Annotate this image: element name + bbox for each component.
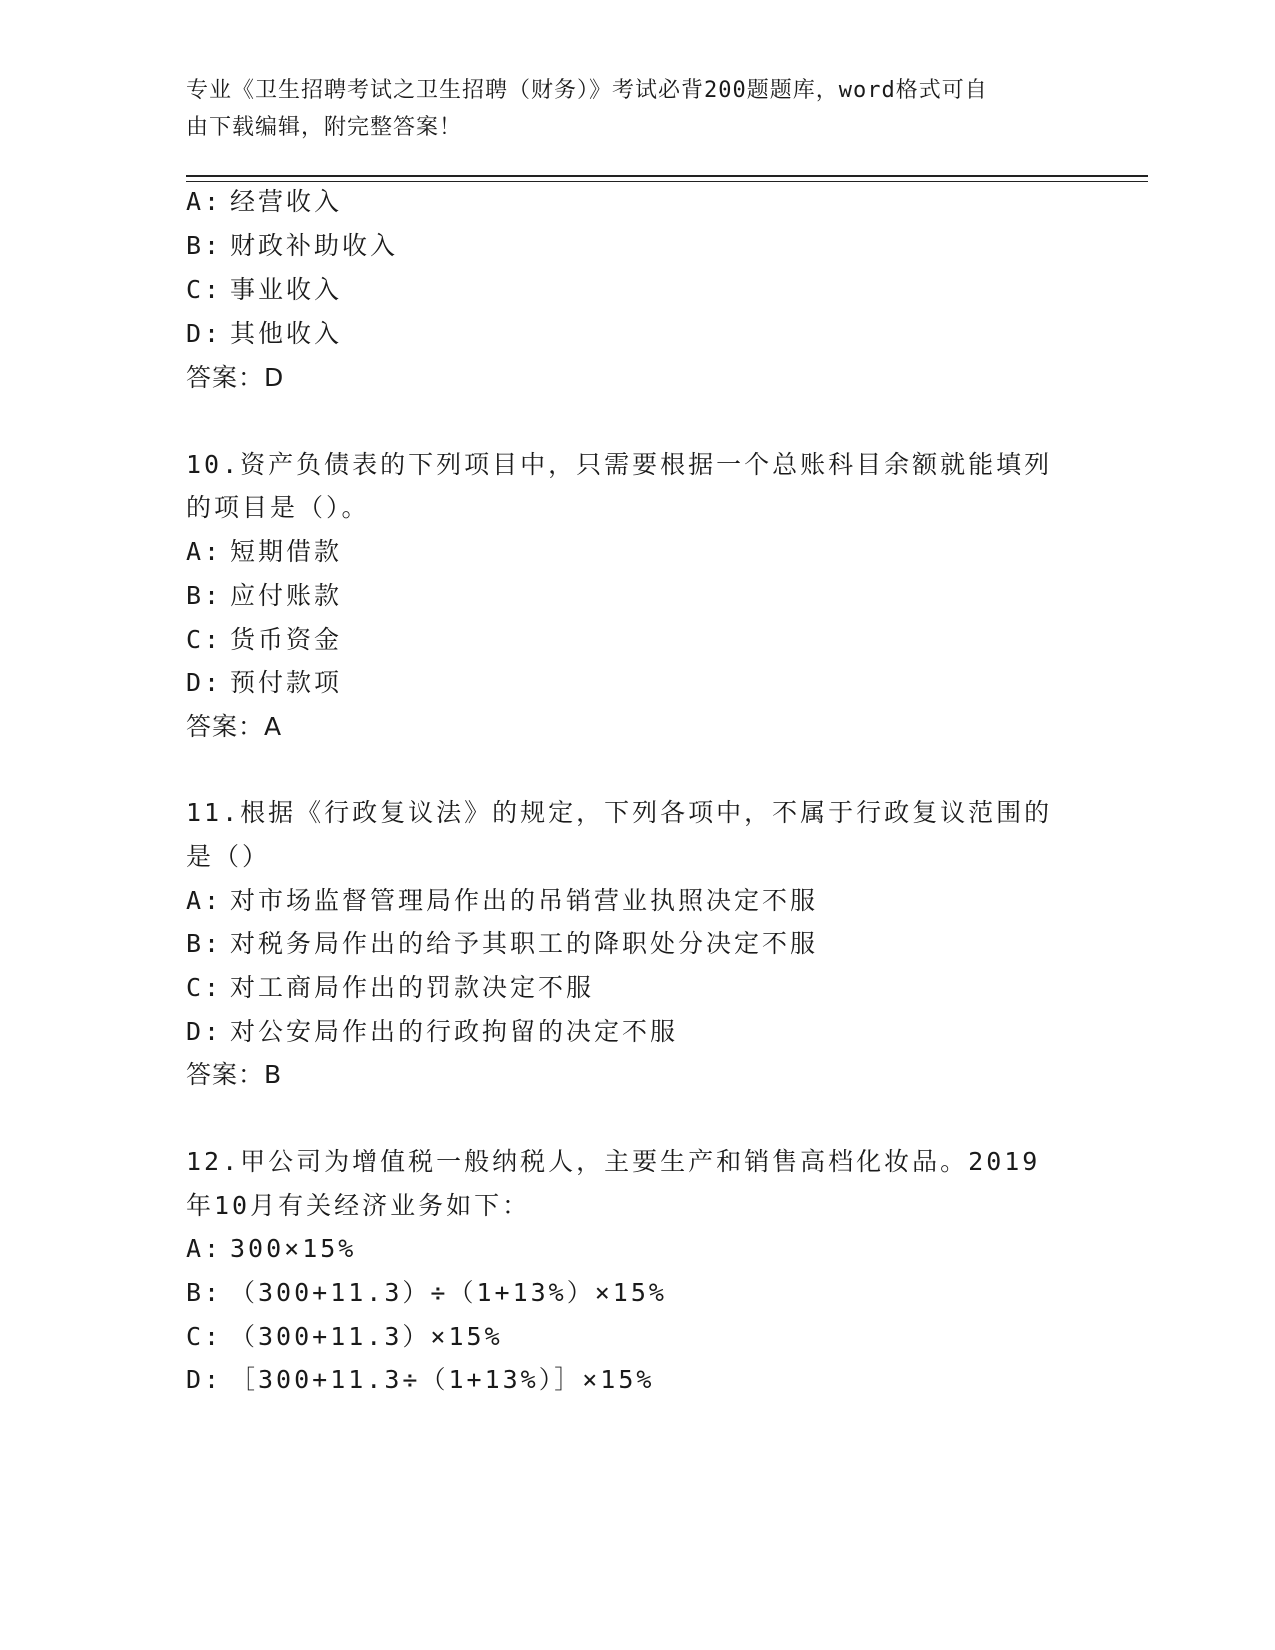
q10-stem-line-2: 的项目是（）。 (186, 493, 370, 522)
document-header (186, 72, 1066, 146)
q10-answer: 答案：A (186, 712, 283, 741)
q9-answer: 答案：D (186, 363, 285, 392)
q10-option-c: C: 货币资金 (186, 625, 343, 654)
q12-option-c: C: （300+11.3）×15% (186, 1322, 503, 1351)
q11-answer: 答案：B (186, 1060, 283, 1089)
q11-option-d: D: 对公安局作出的行政拘留的决定不服 (186, 1017, 679, 1046)
q10-option-b: B: 应付账款 (186, 581, 343, 610)
q10-stem-line-1: 10.资产负债表的下列项目中，只需要根据一个总账科目余额就能填列 (186, 450, 1053, 479)
q12-stem-line-1: 12.甲公司为增值税一般纳税人，主要生产和销售高档化妆品。2019 (186, 1147, 1041, 1176)
q12-option-b: B: （300+11.3）÷（1+13%）×15% (186, 1278, 667, 1307)
q11-option-c: C: 对工商局作出的罚款决定不服 (186, 973, 595, 1002)
header-divider-thin (186, 181, 1148, 182)
q9-option-a: A: 经营收入 (186, 187, 343, 216)
q12-option-a: A: 300×15% (186, 1234, 357, 1263)
q9-option-d: D: 其他收入 (186, 319, 343, 348)
header-divider (186, 175, 1148, 177)
q11-stem-line-1: 11.根据《行政复议法》的规定，下列各项中，不属于行政复议范围的 (186, 798, 1053, 827)
q11-option-a: A: 对市场监督管理局作出的吊销营业执照决定不服 (186, 886, 819, 915)
q12-option-d: D: ［300+11.3÷（1+13%）］×15% (186, 1365, 655, 1394)
q10-option-d: D: 预付款项 (186, 668, 343, 697)
header-line-1: 专业《卫生招聘考试之卫生招聘（财务）》考试必背200题题库，word格式可自 (186, 78, 988, 103)
q11-stem-line-2: 是（） (186, 842, 271, 871)
q11-option-b: B: 对税务局作出的给予其职工的降职处分决定不服 (186, 929, 819, 958)
q9-option-b: B: 财政补助收入 (186, 231, 399, 260)
q10-option-a: A: 短期借款 (186, 537, 343, 566)
q9-option-c: C: 事业收入 (186, 275, 343, 304)
q12-stem-line-2: 年10月有关经济业务如下： (186, 1191, 531, 1220)
header-line-2: 由下载编辑，附完整答案！ (186, 115, 463, 140)
